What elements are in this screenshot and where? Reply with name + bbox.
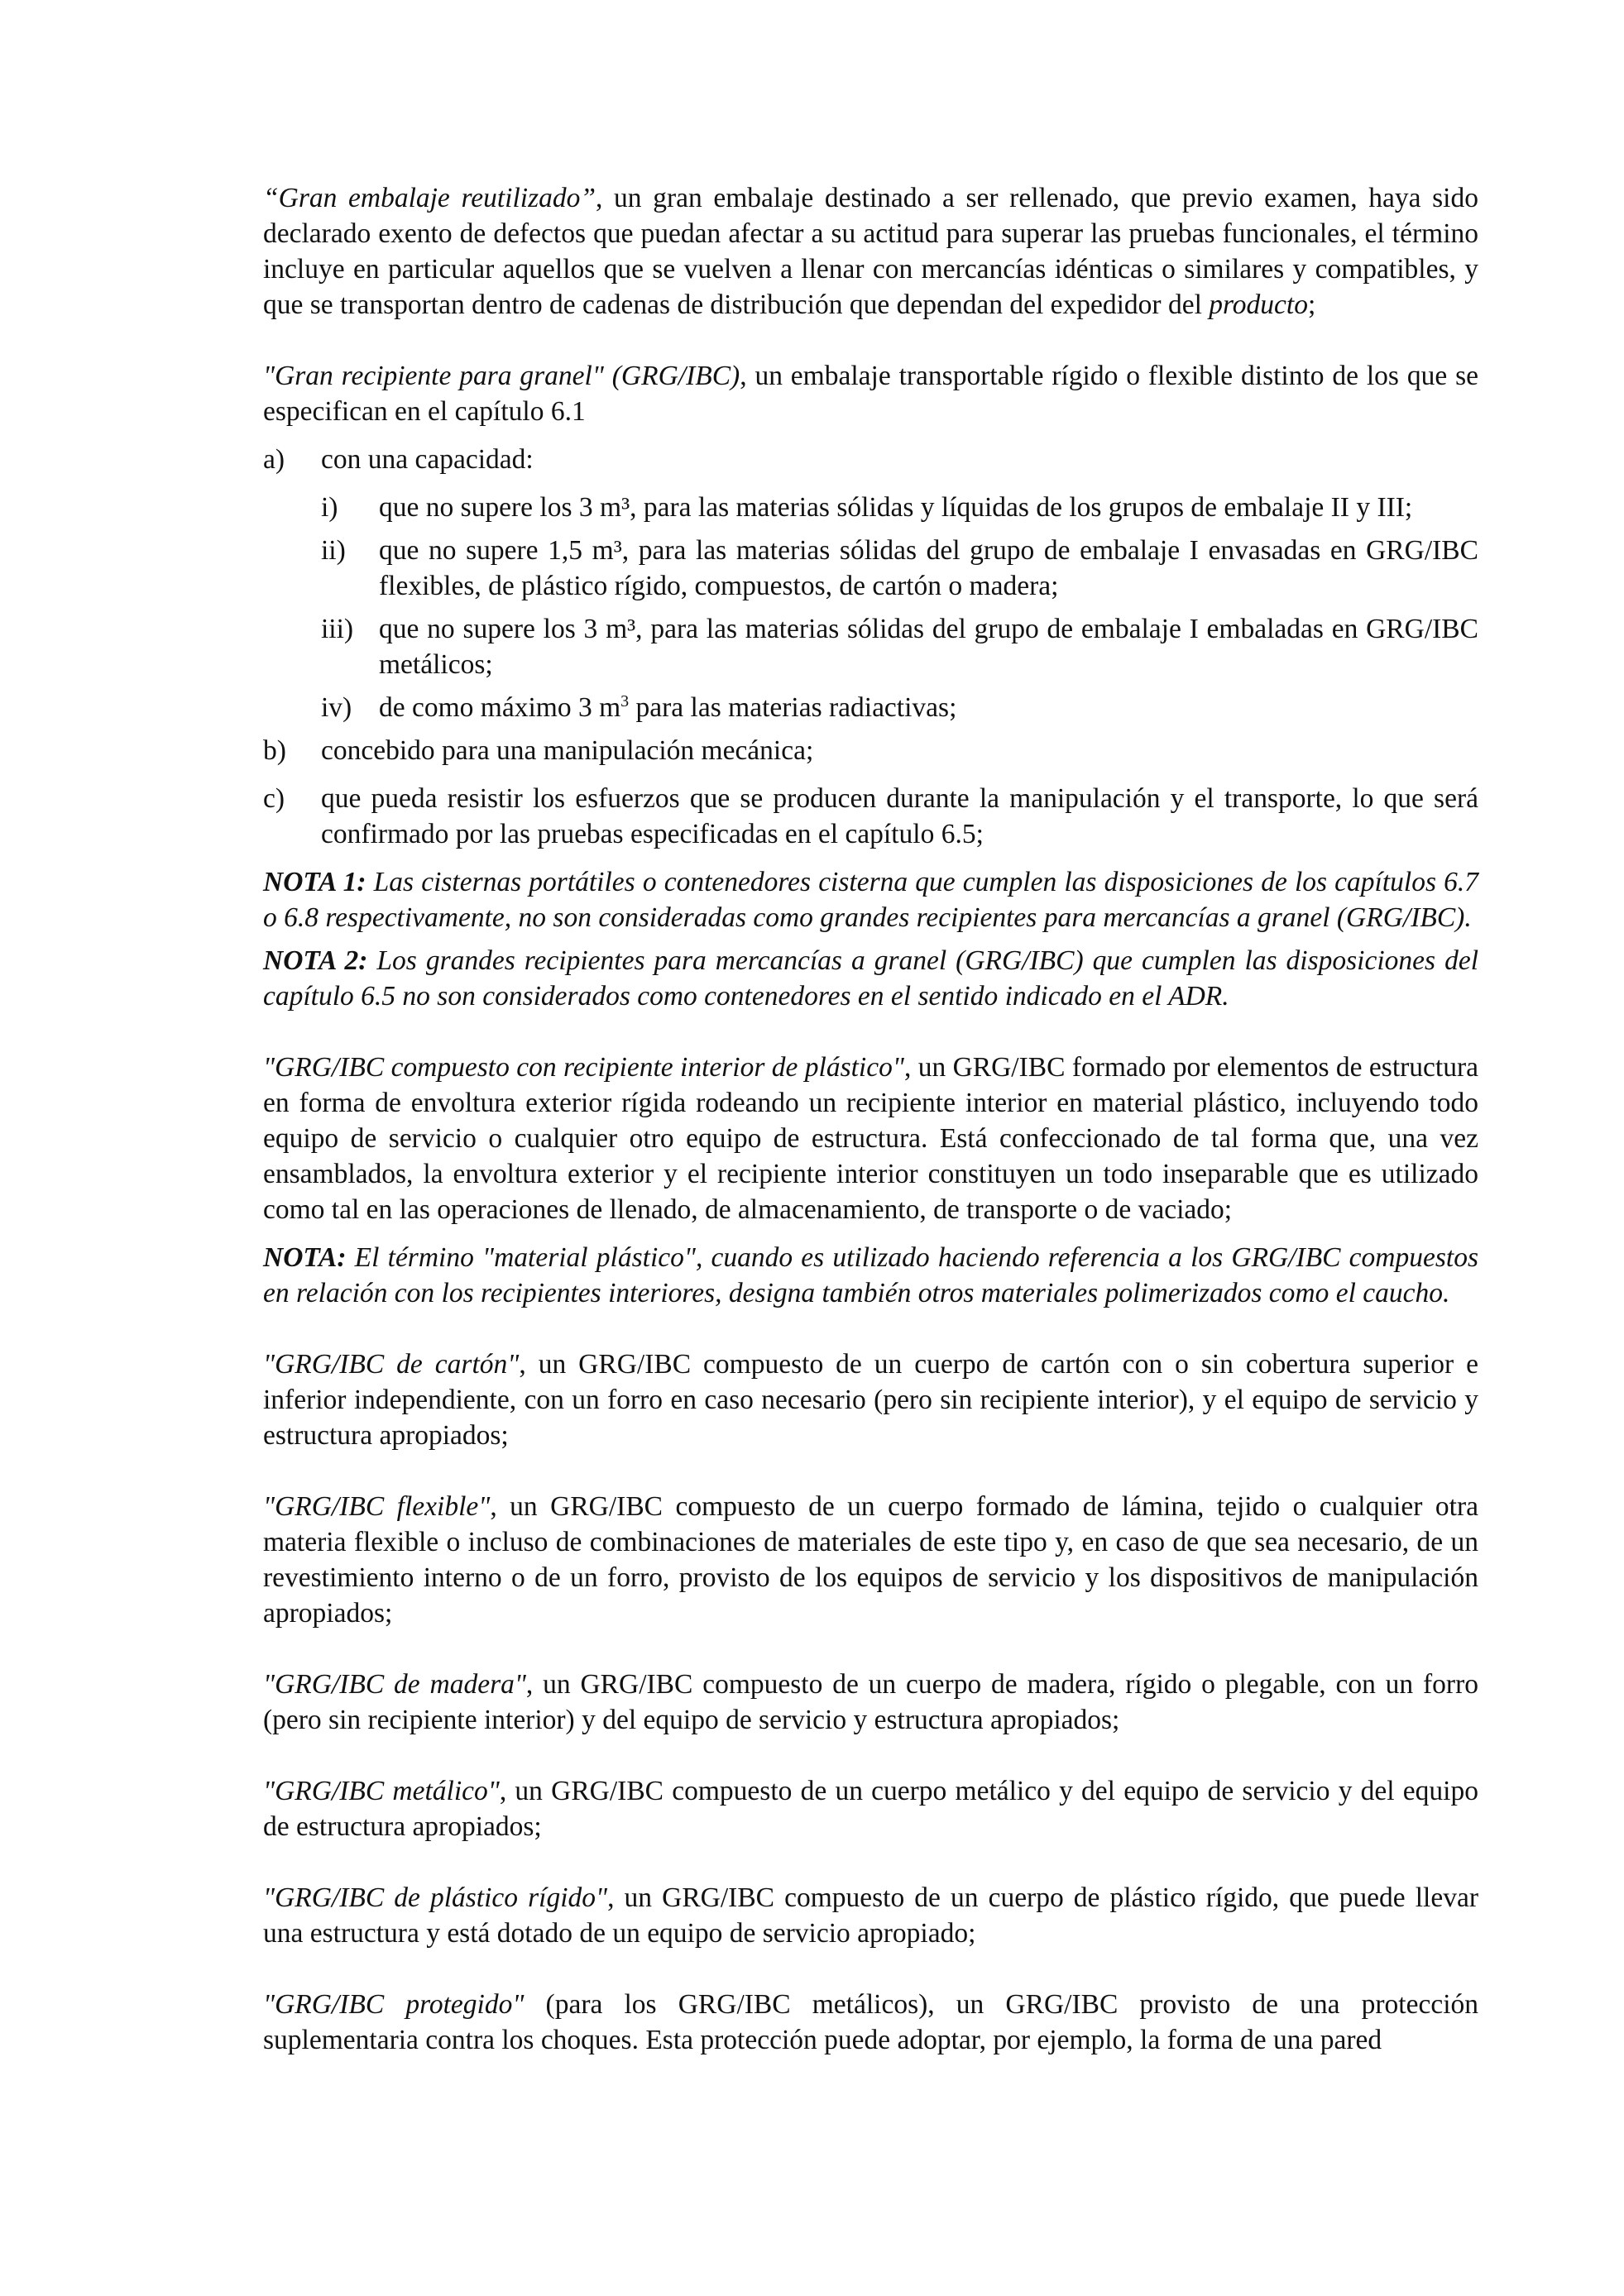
sublist-capacity: [263, 490, 1478, 725]
nota-material-plastico: NOTA: El término "material plástico", cuando es utilizado haciendo referencia a los GRG/IBC compuestos en relación con los recipientes interiores, designa también otros materiales polimerizados como el caucho.: [263, 1242, 1478, 1308]
def-grg-ibc: "Gran recipiente para granel" (GRG/IBC), un embalaje transportable rígido o flexible distinto de los que se especifican en el capítulo 6.1: [263, 361, 1478, 427]
term: "Gran recipiente para granel" (GRG/IBC): [263, 361, 740, 391]
term: "GRG/IBC metálico": [263, 1776, 500, 1806]
term: "GRG/IBC de cartón": [263, 1349, 520, 1380]
list-item-iii: iii) que no supere los 3 m³, para las materias sólidas del grupo de embalaje I embaladas en GRG/IBC metálicos;: [321, 614, 1478, 680]
term: "GRG/IBC flexible": [263, 1491, 491, 1522]
list-item-a: a) con una capacidad:: [263, 444, 534, 475]
term: "GRG/IBC de plástico rígido": [263, 1882, 608, 1913]
list-item-c: c) que pueda resistir los esfuerzos que se producen durante la manipulación y el transporte, lo que será confirmado por las pruebas especificadas en el capítulo 6.5;: [263, 783, 1478, 849]
def-gran-embalaje-reutilizado: “Gran embalaje reutilizado”, un gran embalaje destinado a ser rellenado, que previo examen, haya sido declarado exento de defectos que puedan afectar a su actitud para superar las pruebas funcionales, el término incluye en particular aquellos que se vuelven a llenar con mercancías idénticas o similares y compatibles, y que se transportan dentro de cadenas de distribución que dependan del expedidor del producto;: [263, 183, 1478, 320]
def-grg-compuesto: "GRG/IBC compuesto con recipiente interior de plástico", un GRG/IBC formado por elementos de estructura en forma de envoltura exterior rígida rodeando un recipiente interior en material plástico, incluyendo todo equipo de servicio o cualquier otro equipo de estructura. Está confeccionado de tal forma que, una vez ensamblados, la envoltura exterior y el recipiente interior constituyen un todo inseparable que es utilizado como tal en las operaciones de llenado, de almacenamiento, de transporte o de vaciado;: [263, 1052, 1479, 1225]
list-item-b: b) concebido para una manipulación mecánica;: [263, 735, 814, 766]
term: "GRG/IBC de madera": [263, 1669, 526, 1700]
def-grg-carton: "GRG/IBC de cartón", un GRG/IBC compuesto de un cuerpo de cartón con o sin cobertura superior e inferior independiente, con un forro en caso necesario (pero sin recipiente interior), y el equipo de servicio y estructura apropiados;: [263, 1349, 1479, 1451]
def-grg-madera: "GRG/IBC de madera", un GRG/IBC compuesto de un cuerpo de madera, rígido o plegable, con un forro (pero sin recipiente interior) y del equipo de servicio y estructura apropiados;: [263, 1669, 1478, 1735]
list-item-i: i) que no supere los 3 m³, para las materias sólidas y líquidas de los grupos de embalaje II y III;: [321, 492, 1413, 523]
list-item-ii: ii) que no supere 1,5 m³, para las materias sólidas del grupo de embalaje I envasadas en GRG/IBC flexibles, de plástico rígido, compuestos, de cartón o madera;: [321, 535, 1478, 601]
def-grg-metalico: "GRG/IBC metálico", un GRG/IBC compuesto de un cuerpo metálico y del equipo de servicio y del equipo de estructura apropiados;: [263, 1776, 1478, 1842]
term: “Gran embalaje reutilizado”: [263, 183, 596, 213]
nota-1: NOTA 1: Las cisternas portátiles o contenedores cisterna que cumplen las disposiciones de los capítulos 6.7 o 6.8 respectivamente, no son consideradas como grandes recipientes para mercancías a granel (GRG/IBC).: [263, 867, 1478, 933]
nota-2: NOTA 2: Los grandes recipientes para mercancías a granel (GRG/IBC) que cumplen las disposiciones del capítulo 6.5 no son considerados como contenedores en el sentido indicado en el ADR.: [263, 945, 1478, 1012]
term: "GRG/IBC compuesto con recipiente interior de plástico": [263, 1052, 904, 1083]
def-grg-plastico-rigido: "GRG/IBC de plástico rígido", un GRG/IBC compuesto de un cuerpo de plástico rígido, que puede llevar una estructura y está dotado de un equipo de servicio apropiado;: [263, 1882, 1479, 1949]
def-grg-flexible: "GRG/IBC flexible", un GRG/IBC compuesto de un cuerpo formado de lámina, tejido o cualquier otra materia flexible o incluso de combinaciones de materiales de este tipo y, en caso de que sea necesario, de un revestimiento interno o de un forro, provisto de los equipos de servicio y los dispositivos de manipulación apropiados;: [263, 1491, 1478, 1629]
list-item-iv: iv) de como máximo 3 $m^3$ para las materias radiactivas;: [321, 691, 957, 723]
term: "GRG/IBC protegido": [263, 1989, 525, 2020]
def-grg-protegido: "GRG/IBC protegido" (para los GRG/IBC metálicos), un GRG/IBC provisto de una protección suplementaria contra los choques. Esta protección puede adoptar, por ejemplo, la forma de una pared: [263, 1989, 1479, 2055]
